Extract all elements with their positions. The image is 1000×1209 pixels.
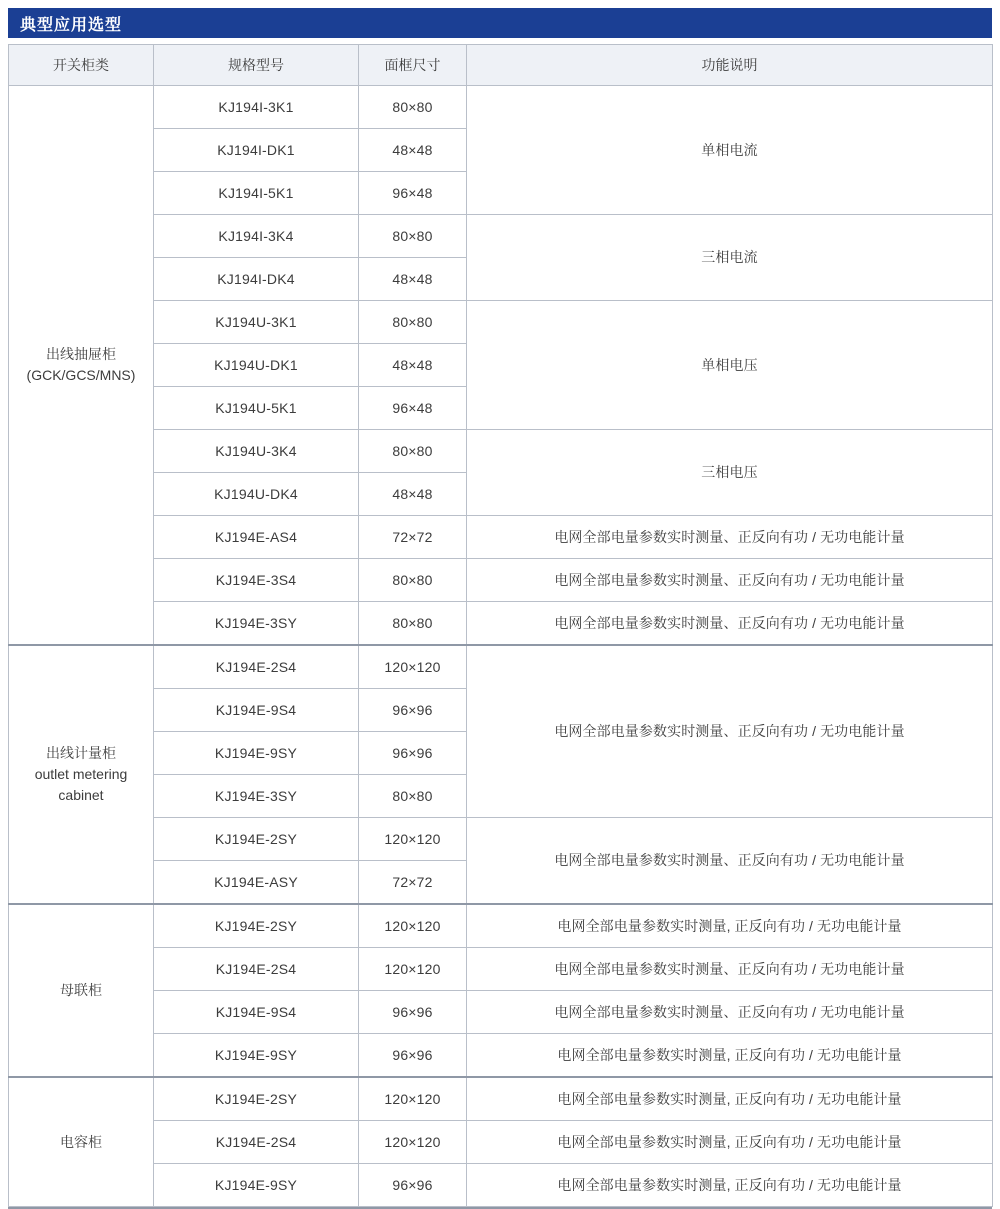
table-row (9, 516, 993, 559)
column-header-model: 规格型号 (154, 45, 359, 86)
cell-panel-size: 120×120 (359, 1077, 467, 1121)
cell-panel-size: 96×96 (359, 1034, 467, 1078)
cell-model: KJ194E-9SY (154, 732, 359, 775)
cell-model: KJ194E-3S4 (154, 559, 359, 602)
cell-panel-size: 48×48 (359, 129, 467, 172)
cell-function: 电网全部电量参数实时测量、正反向有功 / 无功电能计量 (467, 645, 993, 818)
table-row (9, 301, 993, 344)
cell-model: KJ194E-9SY (154, 1034, 359, 1078)
cell-panel-size: 96×48 (359, 387, 467, 430)
table-row (9, 645, 993, 689)
cell-panel-size: 120×120 (359, 904, 467, 948)
table-row (9, 86, 993, 129)
cell-model: KJ194E-2SY (154, 1077, 359, 1121)
cell-function: 电网全部电量参数实时测量, 正反向有功 / 无功电能计量 (467, 1121, 993, 1164)
cell-panel-size: 120×120 (359, 1121, 467, 1164)
cell-model: KJ194I-DK1 (154, 129, 359, 172)
cell-model: KJ194E-2SY (154, 904, 359, 948)
cell-model: KJ194E-3SY (154, 775, 359, 818)
cell-panel-size: 80×80 (359, 86, 467, 129)
spec-table (8, 44, 993, 1207)
cell-model: KJ194U-DK4 (154, 473, 359, 516)
cell-cabinet-type (9, 1077, 154, 1207)
cell-model: KJ194U-5K1 (154, 387, 359, 430)
cell-cabinet-type (9, 86, 154, 646)
cell-panel-size: 120×120 (359, 818, 467, 861)
table-row (9, 1077, 993, 1121)
cell-model: KJ194I-DK4 (154, 258, 359, 301)
cell-panel-size: 96×96 (359, 1164, 467, 1207)
cell-function: 电网全部电量参数实时测量, 正反向有功 / 无功电能计量 (467, 1164, 993, 1207)
cell-model: KJ194E-2S4 (154, 1121, 359, 1164)
cell-panel-size: 80×80 (359, 602, 467, 646)
cell-model: KJ194E-2SY (154, 818, 359, 861)
table-row (9, 559, 993, 602)
cell-panel-size: 80×80 (359, 430, 467, 473)
cell-model: KJ194E-3SY (154, 602, 359, 646)
cabinet-type-line: cabinet (58, 787, 104, 803)
cell-panel-size: 120×120 (359, 645, 467, 689)
table-row (9, 1121, 993, 1164)
table-body (9, 86, 993, 1207)
cell-panel-size: 96×96 (359, 689, 467, 732)
table-row (9, 602, 993, 646)
cell-panel-size: 96×96 (359, 991, 467, 1034)
cell-model: KJ194E-ASY (154, 861, 359, 905)
table-row (9, 215, 993, 258)
cell-panel-size: 80×80 (359, 215, 467, 258)
cell-model: KJ194U-DK1 (154, 344, 359, 387)
table-row (9, 818, 993, 861)
cell-function: 电网全部电量参数实时测量、正反向有功 / 无功电能计量 (467, 559, 993, 602)
cell-function: 三相电流 (467, 215, 993, 301)
cell-panel-size: 96×96 (359, 732, 467, 775)
cabinet-type-line: outlet metering (34, 766, 128, 782)
cell-panel-size: 80×80 (359, 301, 467, 344)
column-header-panel-size: 面框尺寸 (359, 45, 467, 86)
cell-model: KJ194E-9S4 (154, 991, 359, 1034)
table-row (9, 948, 993, 991)
cell-model: KJ194E-2S4 (154, 645, 359, 689)
cell-function: 电网全部电量参数实时测量, 正反向有功 / 无功电能计量 (467, 1077, 993, 1121)
cell-model: KJ194U-3K1 (154, 301, 359, 344)
cell-model: KJ194I-5K1 (154, 172, 359, 215)
cell-function: 电网全部电量参数实时测量, 正反向有功 / 无功电能计量 (467, 1034, 993, 1078)
table-row (9, 1164, 993, 1207)
cell-function: 单相电流 (467, 86, 993, 215)
cell-function: 电网全部电量参数实时测量、正反向有功 / 无功电能计量 (467, 948, 993, 991)
cell-panel-size: 48×48 (359, 473, 467, 516)
cell-function: 电网全部电量参数实时测量, 正反向有功 / 无功电能计量 (467, 904, 993, 948)
cell-function: 电网全部电量参数实时测量、正反向有功 / 无功电能计量 (467, 602, 993, 646)
column-header-cabinet-type: 开关柜类 (9, 45, 154, 86)
table-header (9, 45, 993, 86)
cabinet-type-line: 电容柜 (60, 1133, 102, 1150)
cell-function: 单相电压 (467, 301, 993, 430)
cell-function: 电网全部电量参数实时测量、正反向有功 / 无功电能计量 (467, 991, 993, 1034)
cabinet-type-line: (GCK/GCS/MNS) (26, 367, 136, 383)
cabinet-type-line: 出线计量柜 (46, 745, 116, 761)
cell-panel-size: 72×72 (359, 516, 467, 559)
table-row (9, 991, 993, 1034)
cell-model: KJ194E-AS4 (154, 516, 359, 559)
page-title: 典型应用选型 (20, 16, 123, 34)
cell-panel-size: 120×120 (359, 948, 467, 991)
cell-function: 三相电压 (467, 430, 993, 516)
cell-cabinet-type (9, 904, 154, 1077)
cell-model: KJ194E-9S4 (154, 689, 359, 732)
cabinet-type-line: 母联柜 (60, 982, 102, 998)
cell-panel-size: 72×72 (359, 861, 467, 905)
page (0, 8, 1000, 1197)
cell-panel-size: 96×48 (359, 172, 467, 215)
cell-cabinet-type (9, 645, 154, 904)
table-row (9, 1034, 993, 1078)
cell-model: KJ194I-3K1 (154, 86, 359, 129)
table-row (9, 430, 993, 473)
cell-panel-size: 80×80 (359, 559, 467, 602)
section-title-bar (8, 8, 992, 38)
cell-panel-size: 48×48 (359, 344, 467, 387)
cell-model: KJ194E-9SY (154, 1164, 359, 1207)
column-header-function: 功能说明 (467, 45, 993, 86)
cell-model: KJ194U-3K4 (154, 430, 359, 473)
cell-model: KJ194E-2S4 (154, 948, 359, 991)
cabinet-type-line: 出线抽屉柜 (46, 346, 116, 362)
cell-function: 电网全部电量参数实时测量、正反向有功 / 无功电能计量 (467, 818, 993, 905)
cell-panel-size: 48×48 (359, 258, 467, 301)
table-row (9, 904, 993, 948)
cell-panel-size: 80×80 (359, 775, 467, 818)
table-header-row (9, 45, 993, 86)
cell-model: KJ194I-3K4 (154, 215, 359, 258)
cell-function: 电网全部电量参数实时测量、正反向有功 / 无功电能计量 (467, 516, 993, 559)
